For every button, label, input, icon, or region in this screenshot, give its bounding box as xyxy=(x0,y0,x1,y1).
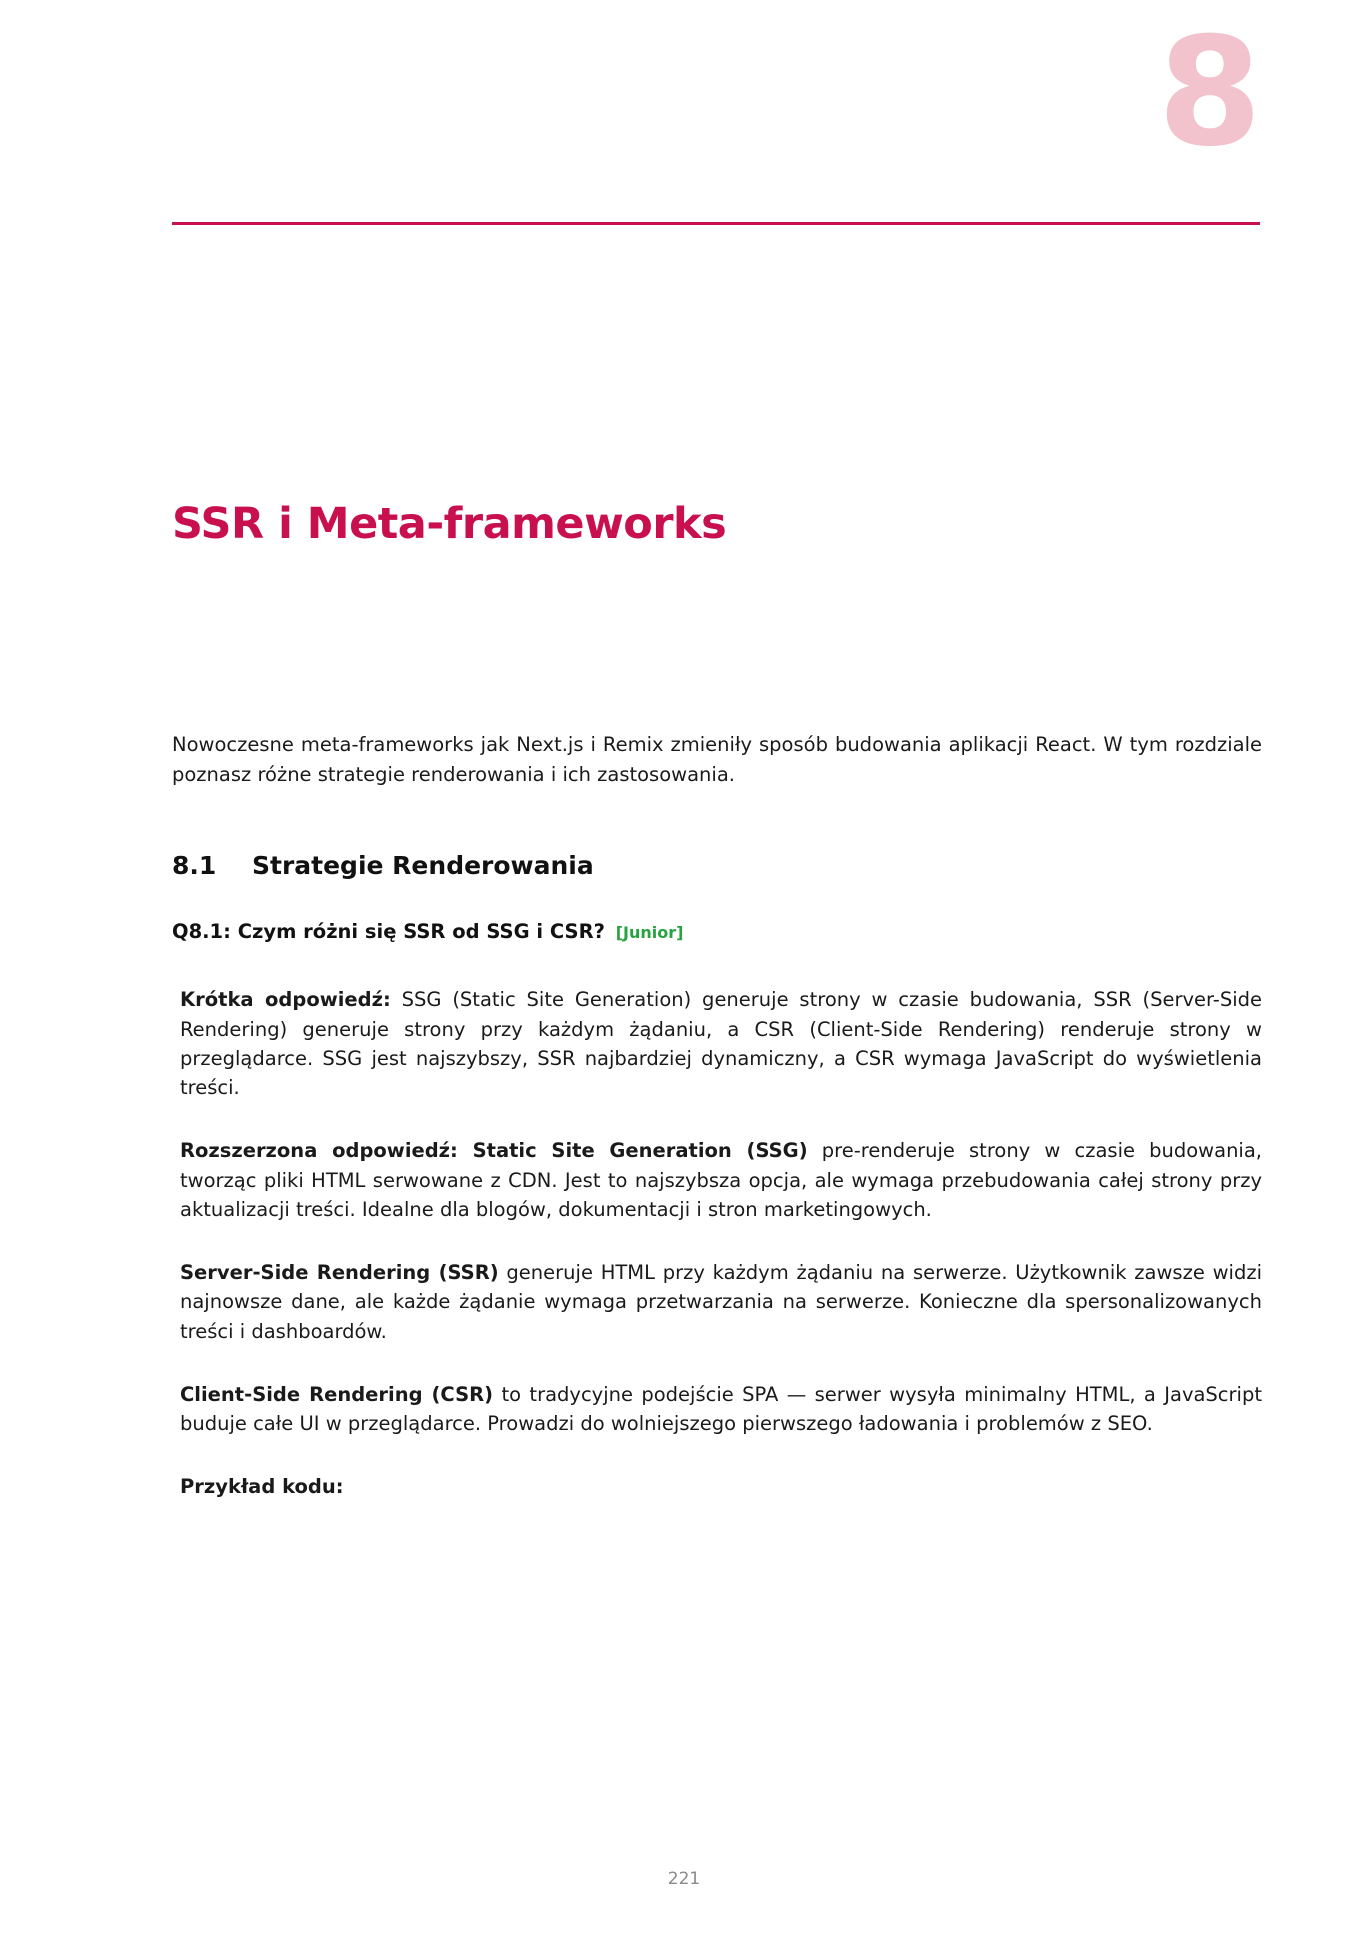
code-example-label: Przykład kodu: xyxy=(180,1475,344,1499)
code-example-heading xyxy=(172,1472,1262,1501)
ssr-paragraph xyxy=(172,1258,1262,1346)
csr-paragraph xyxy=(172,1380,1262,1439)
question-heading xyxy=(172,920,1262,943)
page-title: SSR i Meta-frameworks xyxy=(172,498,727,549)
question-label: Q8.1: Czym różni się SSR od SSG i CSR? xyxy=(172,920,605,944)
extended-answer-label: Rozszerzona odpowiedź: Static Site Generation (SSG) xyxy=(180,1139,808,1163)
section-heading xyxy=(172,851,1262,880)
extended-answer-paragraph xyxy=(172,1136,1262,1224)
ssr-label: Server-Side Rendering (SSR) xyxy=(180,1261,499,1284)
csr-label: Client-Side Rendering (CSR) xyxy=(180,1382,494,1406)
intro-paragraph: Nowoczesne meta-frameworks jak Next.js i Remix zmieniły sposób budowania aplikacji React. W tym rozdziale poznasz różne strategie renderowania i ich zastosowania. xyxy=(172,733,1262,786)
page-content xyxy=(172,730,1262,1536)
section-title: Strategie Renderowania xyxy=(252,851,594,881)
page-number: 221 xyxy=(667,1869,701,1889)
short-answer-paragraph xyxy=(172,985,1262,1102)
csr-text: to tradycyjne podejście SPA — serwer wysyła minimalny HTML, a JavaScript buduje całe UI w przeglądarce. Prowadzi do wolniejszego pierwszego ładowania i problemów z SEO. xyxy=(180,1382,1262,1435)
ssr-text: generuje HTML przy każdym żądaniu na serwerze. Użytkownik zawsze widzi najnowsze dane, ale każde żądanie wymaga przetwarzania na serwerze. Konieczne dla spersonalizowanych treści i dashboardów. xyxy=(180,1261,1262,1343)
section-number: 8.1 xyxy=(172,851,217,881)
level-badge: [Junior] xyxy=(615,923,684,943)
chapter-number: 8 xyxy=(1157,6,1260,180)
header-divider xyxy=(172,222,1260,225)
short-answer-text: SSG (Static Site Generation) generuje strony w czasie budowania, SSR (Server-Side Rendering) generuje strony przy każdym żądaniu, a CSR (Client-Side Rendering) renderuje strony w przeglądarce. SSG jest najszybszy, SSR najbardziej dynamiczny, a CSR wymaga JavaScript do wyświetlenia treści. xyxy=(180,988,1263,1099)
extended-answer-text: pre-renderuje strony w czasie budowania, tworząc pliki HTML serwowane z CDN. Jest to najszybsza opcja, ale wymaga przebudowania całej strony przy aktualizacji treści. Idealne dla blogów, dokumentacji i stron marketingowych. xyxy=(180,1139,1262,1221)
short-answer-label: Krótka odpowiedź: xyxy=(180,988,391,1012)
